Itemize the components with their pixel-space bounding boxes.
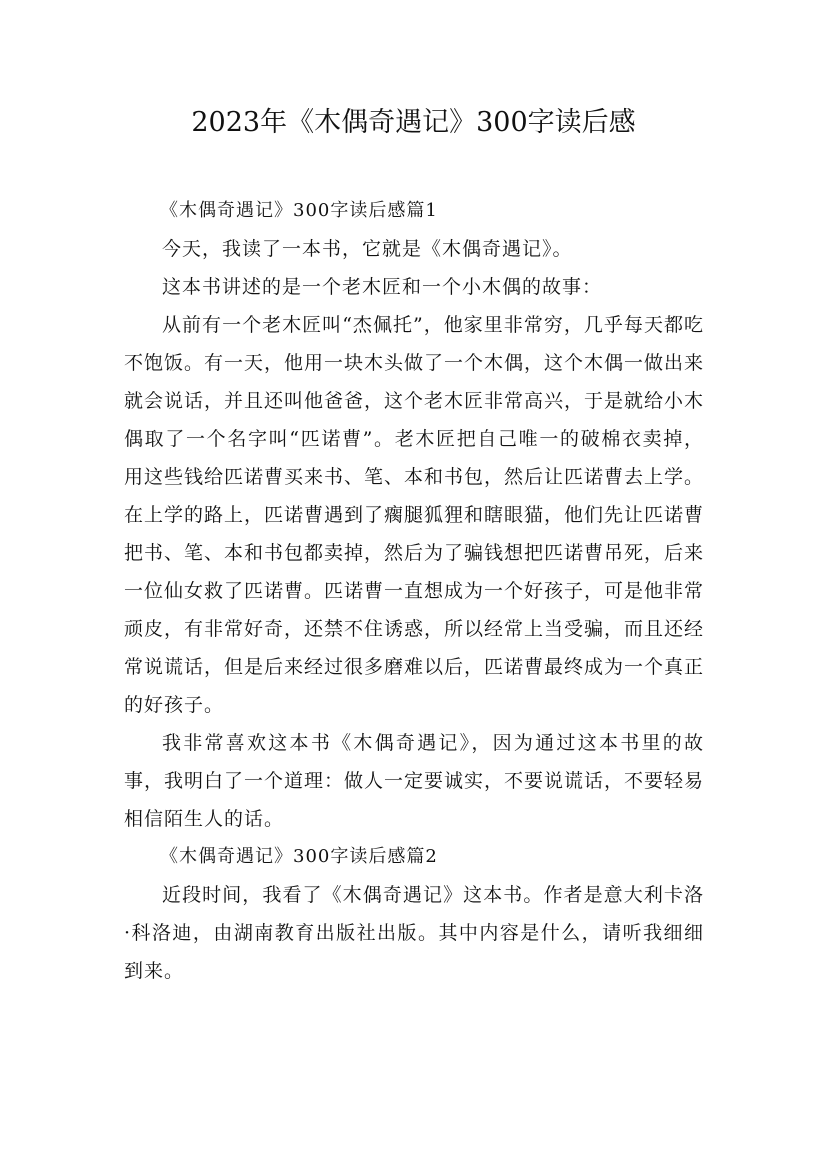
section-heading-2: 《木偶奇遇记》300字读后感篇2 [160,846,438,867]
paragraph: 我非常喜欢这本书《木偶奇遇记》，因为通过这本书里的故事，我明白了一个道理：做人一定要诚实，不要说谎话，不要轻易相信陌生人的话。 [124,732,705,830]
paragraph: 从前有一个老木匠叫“杰佩托”，他家里非常穷，几乎每天都吃不饱饭。有一天，他用一块木头做了一个木偶，这个木偶一做出来就会说话，并且还叫他爸爸，这个老木匠非常高兴，于是就给小木偶取了一个名字叫“匹诺曹”。老木匠把自己唯一的破棉衣卖掉，用这些钱给匹诺曹买来书、笔、本和书包，然后让匹诺曹去上学。在上学的路上，匹诺曹遇到了瘸腿狐狸和瞎眼猫，他们先让匹诺曹把书、笔、本和书包都卖掉，然后为了骗钱想把匹诺曹吊死，后来一位仙女救了匹诺曹。匹诺曹一直想成为一个好孩子，可是他非常顽皮，有非常好奇，还禁不住诱惑，所以经常上当受骗，而且还经常说谎话，但是后来经过很多磨难以后，匹诺曹最终成为一个真正的好孩子。 [124,314,705,716]
paragraph: 今天，我读了一本书，它就是《木偶奇遇记》。 [162,238,573,260]
section-heading-1: 《木偶奇遇记》300字读后感篇1 [160,200,438,221]
paragraph: 近段时间，我看了《木偶奇遇记》这本书。作者是意大利卡洛·科洛迪，由湖南教育出版社出版。其中内容是什么，请听我细细到来。 [124,884,704,982]
document-body [124,192,704,990]
document-title: 2023年《木偶奇遇记》300字读后感 [191,107,636,138]
paragraph: 这本书讲述的是一个老木匠和一个小木偶的故事： [162,276,603,298]
